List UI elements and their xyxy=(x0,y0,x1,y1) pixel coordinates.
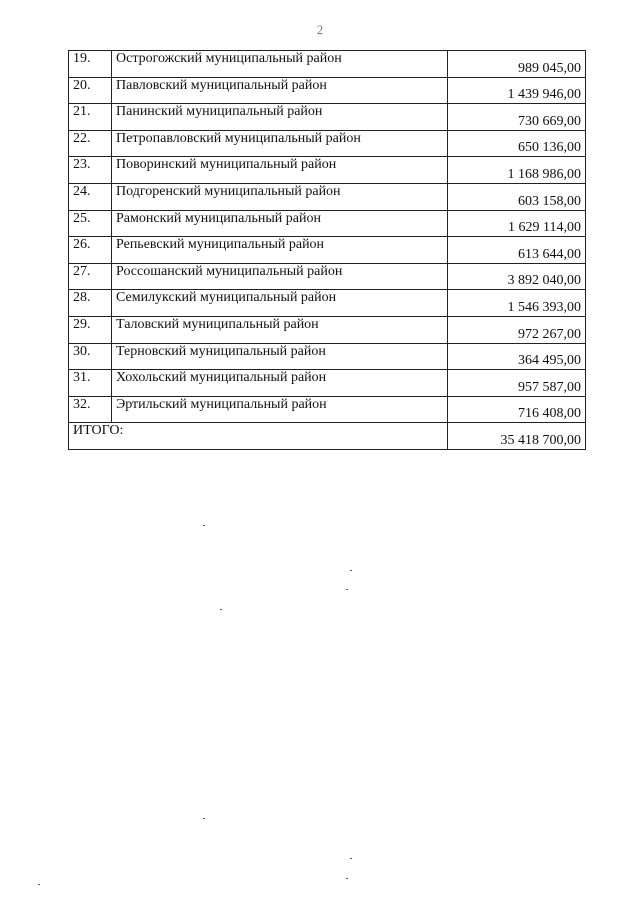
district-name: Эртильский муниципальный район xyxy=(112,396,448,423)
table-row xyxy=(69,183,586,210)
amount-cell: 957 587,00 xyxy=(448,370,586,397)
row-number: 24. xyxy=(69,183,112,210)
table-row xyxy=(69,130,586,157)
row-number: 30. xyxy=(69,343,112,370)
amount-cell: 730 669,00 xyxy=(448,104,586,131)
row-number: 25. xyxy=(69,210,112,237)
scan-speck xyxy=(346,878,348,879)
row-number: 23. xyxy=(69,157,112,184)
district-name: Острогожский муниципальный район xyxy=(112,51,448,78)
row-number: 28. xyxy=(69,290,112,317)
amount-cell: 1 629 114,00 xyxy=(448,210,586,237)
table-row xyxy=(69,396,586,423)
row-number: 31. xyxy=(69,370,112,397)
amount-cell: 972 267,00 xyxy=(448,316,586,343)
table-row xyxy=(69,290,586,317)
table-row xyxy=(69,263,586,290)
scan-speck xyxy=(346,589,348,590)
amount-cell: 650 136,00 xyxy=(448,130,586,157)
table-row xyxy=(69,237,586,264)
table-row xyxy=(69,210,586,237)
scan-speck xyxy=(203,818,205,819)
table-row xyxy=(69,370,586,397)
amount-cell: 364 495,00 xyxy=(448,343,586,370)
row-number: 20. xyxy=(69,77,112,104)
scan-speck xyxy=(38,884,40,885)
district-name: Рамонский муниципальный район xyxy=(112,210,448,237)
total-row xyxy=(69,423,586,450)
row-number: 32. xyxy=(69,396,112,423)
row-number: 19. xyxy=(69,51,112,78)
allocation-table xyxy=(68,50,586,450)
amount-cell: 3 892 040,00 xyxy=(448,263,586,290)
district-name: Подгоренский муниципальный район xyxy=(112,183,448,210)
page-number: 2 xyxy=(316,22,324,37)
amount-cell: 613 644,00 xyxy=(448,237,586,264)
row-number: 21. xyxy=(69,104,112,131)
row-number: 22. xyxy=(69,130,112,157)
row-number: 29. xyxy=(69,316,112,343)
total-amount: 35 418 700,00 xyxy=(448,423,586,450)
district-name: Россошанский муниципальный район xyxy=(112,263,448,290)
district-name: Петропавловский муниципальный район xyxy=(112,130,448,157)
scan-speck xyxy=(350,570,352,571)
amount-cell: 716 408,00 xyxy=(448,396,586,423)
table-row xyxy=(69,77,586,104)
amount-cell: 1 168 986,00 xyxy=(448,157,586,184)
row-number: 27. xyxy=(69,263,112,290)
district-name: Панинский муниципальный район xyxy=(112,104,448,131)
amount-cell: 989 045,00 xyxy=(448,51,586,78)
district-name: Павловский муниципальный район xyxy=(112,77,448,104)
table-row xyxy=(69,157,586,184)
district-name: Поворинский муниципальный район xyxy=(112,157,448,184)
district-name: Таловский муниципальный район xyxy=(112,316,448,343)
district-name: Репьевский муниципальный район xyxy=(112,237,448,264)
district-name: Семилукский муниципальный район xyxy=(112,290,448,317)
amount-cell: 1 439 946,00 xyxy=(448,77,586,104)
amount-cell: 603 158,00 xyxy=(448,183,586,210)
district-name: Терновский муниципальный район xyxy=(112,343,448,370)
total-label: ИТОГО: xyxy=(69,423,448,450)
amount-cell: 1 546 393,00 xyxy=(448,290,586,317)
table-row xyxy=(69,104,586,131)
scan-speck xyxy=(220,609,222,610)
district-name: Хохольский муниципальный район xyxy=(112,370,448,397)
row-number: 26. xyxy=(69,237,112,264)
scan-speck xyxy=(350,858,352,859)
table-row xyxy=(69,51,586,78)
table-row xyxy=(69,343,586,370)
scan-speck xyxy=(203,525,205,526)
table-row xyxy=(69,316,586,343)
